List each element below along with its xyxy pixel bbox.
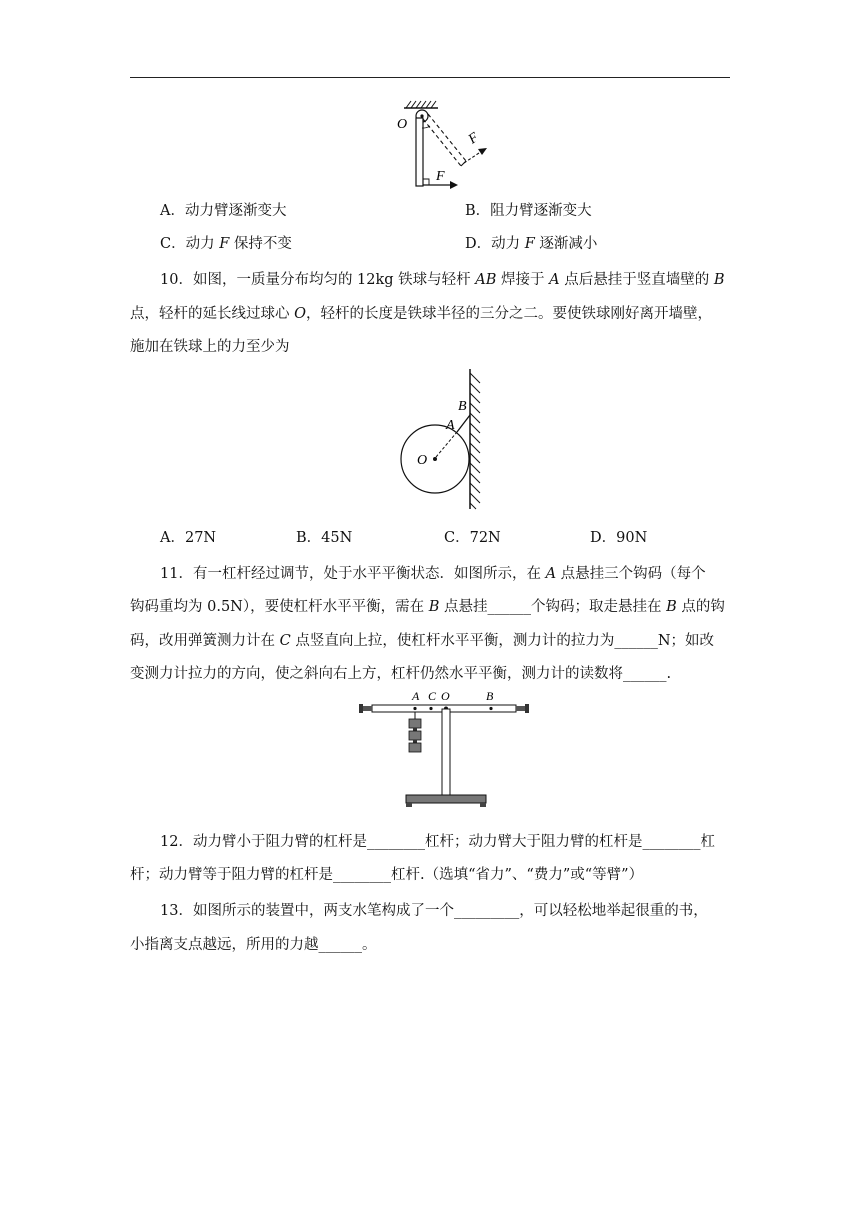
lever-balance-figure [358,687,530,809]
q9-option-b: B．阻力臂逐渐变大 [465,203,592,219]
label-c: C [428,689,437,703]
q10-option-c: C．72N [444,530,501,546]
label-a: A [412,689,420,703]
vertical-rod [416,118,423,186]
label-f-horizontal: F [436,169,445,184]
q13-line-2: 小指离支点越远，所用的力越______。 [130,937,377,953]
label-b: B [486,689,494,703]
q10-option-b: B．45N [296,530,353,546]
lever-rotation-figure [392,100,492,192]
stand-base [406,795,486,803]
hook-weight-3 [409,743,421,752]
label-a: A [446,418,455,433]
label-o: O [397,117,408,132]
q11-line-3: 码，改用弹簧测力计在 C 点竖直向上拉，使杠杆水平平衡，测力计的拉力为______N；如改 [130,633,715,649]
q11-line-1: 11．有一杠杆经过调节，处于水平平衡状态．如图所示，在 A 点悬挂三个钩码（每个 [160,566,706,582]
rod-ab [457,415,470,432]
q9-option-d: D．动力 F 逐渐减小 [465,236,598,252]
q9-option-a: A．动力臂逐渐变大 [160,203,287,219]
q10-line-2: 点，轻杆的延长线过球心 O，轻杆的长度是铁球半径的三分之二。要使铁球刚好离开墙壁， [130,306,712,322]
q11-line-2: 钩码重均为 0.5N），要使杠杆水平平衡，需在 B 点悬挂______个钩码；取走悬挂在 B 点的钩 [130,599,725,615]
q10-line-3: 施加在铁球上的力至少为 [130,339,290,355]
q10-option-d: D．90N [590,530,648,546]
label-f-rotated: F [465,130,482,148]
q10-option-a: A．27N [160,530,217,546]
iron-ball-wall-figure [395,367,495,512]
hook-weight-1 [409,719,421,728]
q9-option-c: C．动力 F 保持不变 [160,236,292,252]
label-b: B [458,399,467,414]
label-o: O [417,453,428,468]
hook-weight-2 [409,731,421,740]
q11-line-4: 变测力计拉力的方向，使之斜向右上方，杠杆仍然水平平衡，测力计的读数将______. [130,666,672,682]
q12-line-1: 12．动力臂小于阻力臂的杠杆是________杠杆；动力臂大于阻力臂的杠杆是________杠 [160,834,715,850]
q12-line-2: 杆；动力臂等于阻力臂的杠杆是________杠杆.（选填“省力”、“费力”或“等臂”） [130,867,644,883]
label-o: O [441,689,450,703]
header-rule [130,77,730,78]
q13-line-1: 13．如图所示的装置中，两支水笔构成了一个_________，可以轻松地举起很重的书， [160,903,708,919]
q10-line-1: 10．如图，一质量分布均匀的 12kg 铁球与轻杆 AB 焊接于 A 点后悬挂于竖直墙壁的 B [160,272,725,288]
stand-post [442,709,450,795]
